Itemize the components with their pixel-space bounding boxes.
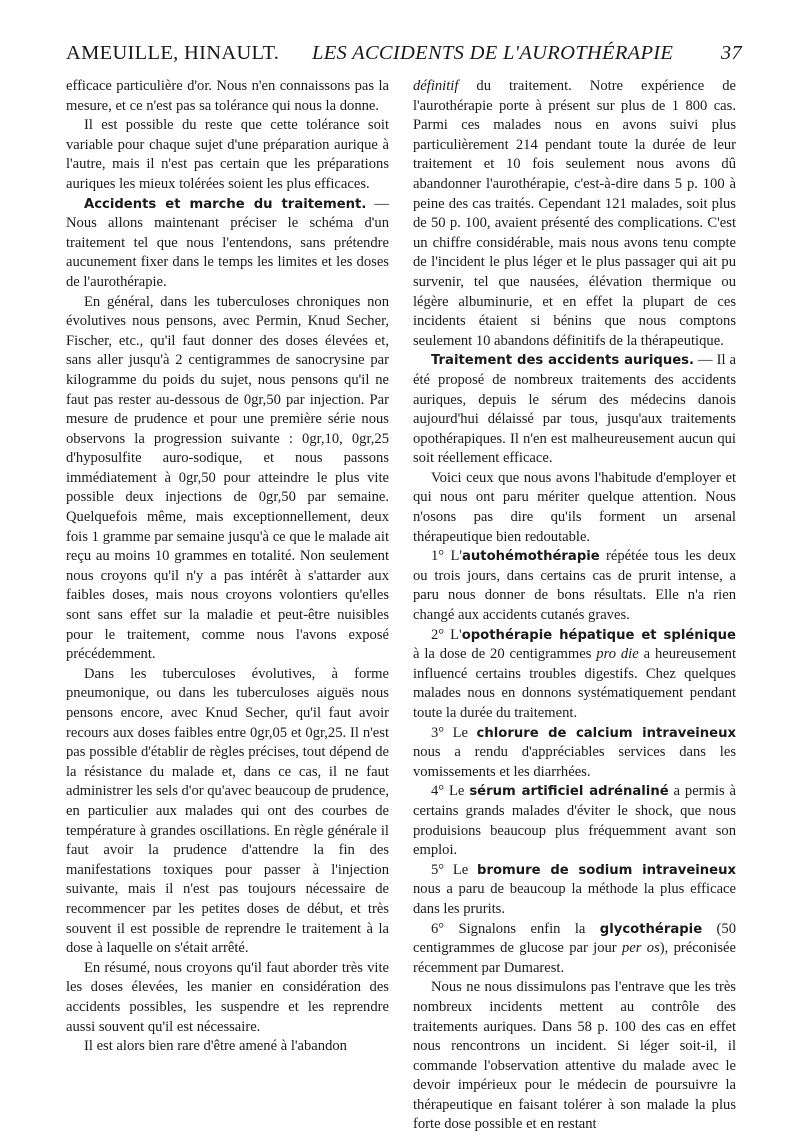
paragraph: En résumé, nous croyons qu'il faut aborder très vite les doses élevées, les manier en considération des accidents possibles, les suspendre et les reprendre aussi souvent qu'il est nécessaire. <box>66 959 389 1035</box>
paragraph: Dans les tuberculoses évolutives, à forme pneumonique, ou dans les tuberculoses aiguës nous pensons encore, avec Knud Secher, qu'il faut avoir recours aux doses faibles entre 0gr,05 et 0gr,25. Il n'est pas possible d'établir de règles précises, tout dépend de la résistance du malade et, dans ce cas, il ne faut administrer les sels d'or qu'avec beaucoup de prudence, en particulier aux malades qui ont des courbes de température à grandes oscillations. En règle générale il faut avoir la prudence d'attendre la fin des manifestations toxiques pour passer à l'injection suivante, mais il n'est pas toujours nécessaire de recommencer par les petites doses de début, et très souvent il est possible de reprendre le traitement à la dose à laquelle on s'était arrêté. <box>66 665 389 957</box>
item-text: (50 centigrammes de glucose par jour <box>413 920 736 957</box>
italic-text: pro die <box>596 646 639 663</box>
list-item <box>413 782 736 860</box>
item-number: 6° Signalons enfin la <box>431 920 600 937</box>
item-number: 4° Le <box>431 783 470 800</box>
item-text: nous a paru de beaucoup la méthode la plus efficace dans les prurits. <box>413 881 736 917</box>
paragraph: Il est possible du reste que cette tolérance soit variable pour chaque sujet d'une préparation aurique à l'autre, mais il n'est pas certain que les préparations auriques les mieux tolérées soient les plus efficaces. <box>66 117 389 192</box>
running-header <box>66 40 742 70</box>
section-paragraph <box>413 351 736 469</box>
item-term: chlorure de calcium intraveineux <box>476 725 737 741</box>
item-term: autohémothérapie <box>462 549 600 565</box>
italic-text: per os <box>622 940 660 957</box>
italic-text: définitif <box>413 78 459 94</box>
section-heading: Traitement des accidents auriques. <box>431 353 695 369</box>
item-term: glycothérapie <box>599 921 703 937</box>
item-number: 2° L' <box>431 626 462 643</box>
item-text: répétée tous les deux ou trois jours, dans certains cas de prurit intense, a paru nous donner de bons résultats. Elle n'a rien changé aux accidents cutanés graves. <box>413 548 737 624</box>
header-authors: AMEUILLE, HINAULT. <box>66 42 280 64</box>
left-column <box>66 77 389 1057</box>
item-text: a permis à certains grands malades d'éviter le shock, que nous produisions beaucoup plus fréquemment avant son emploi. <box>413 783 736 859</box>
item-text: a heureusement influencé certains troubles digestifs. Chez quelques malades nous en donnons systématiquement pendant toute la durée du traitement. <box>413 646 736 721</box>
paragraph-text: — Il a été proposé de nombreux traitements des accidents auriques, depuis le sérum des médecins danois aujourd'hui délaissé par tous, jusqu'aux traitements opothérapiques. Il n'en est malheureusement aucun qui soit réellement efficace. <box>413 352 736 467</box>
section-paragraph <box>66 195 389 293</box>
paragraph: En général, dans les tuberculoses chroniques non évolutives nous pensons, avec Permin, Knud Secher, Fischer, etc., qu'il faut donner des doses élevées et, sans aller jusqu'à 2 centigrammes de sanocrysine par kilogramme du poids du sujet, nous pensons qu'il ne faut pas rester au-dessous de 0gr,50 par injection. Par mesure de prudence et pour une première série nous observons la progression suivante : 0gr,10, 0gr,25 d'hyposulfite auro-sodique, et nous passons immédiatement à 0gr,50 pour atteindre le plus vite possible deux injections de 0gr,50 par semaine. Quelquefois même, mais exceptionnellement, deux fois 1 gramme par semaine jusqu'à ce que le malade ait reçu au moins 10 grammes en totalité. Non seulement nous croyons qu'il n'y a pas intérêt à s'attarder aux faibles doses, mais nous croyons volontiers qu'elles sont sans effet sur la maladie et peut-être nuisibles pour le traitement, comme nous l'avons exposé précédemment. <box>66 293 389 663</box>
list-item <box>413 861 736 920</box>
item-number: 3° Le <box>431 724 477 741</box>
item-text: à la dose de 20 centigrammes <box>413 646 597 663</box>
list-item <box>413 920 736 979</box>
item-text: ), préconisée récemment par Dumarest. <box>413 940 736 976</box>
paragraph-text: du traitement. Notre expérience de l'aurothérapie porte à présent sur plus de 1 800 cas. Parmi ces malades nous en avons suivi plus particulièrement 214 pendant toute la durée de leur traitement et 10 fois seulement nous avons dû abandonner l'aurothérapie, c'est-à-dire dans 5 p. 100 à peine des cas traités. Cependant 121 malades, soit plus de 50 p. 100, avaient présenté des complications. C'est un chiffre considérable, mais nous avons tenu compte de l'incident le plus léger et le plus passager qui ait pu survenir, tel que nausées, élévation thermique ou légère albuminurie, et en effet la plupart de ces incidents étaient si bénins que nous comptons seulement 10 abandons définitifs de la thérapeutique. <box>413 78 736 349</box>
list-item <box>413 547 736 625</box>
item-term: opothérapie hépatique et splénique <box>461 627 736 643</box>
paragraph-text: — Nous allons maintenant préciser le schéma d'un traitement tel que nous l'entendons, sans prétendre aucunement fixer dans le temps les limites et les doses de l'aurothérapie. <box>66 195 389 290</box>
item-number: 5° Le <box>431 861 478 878</box>
item-term: bromure de sodium intraveineux <box>477 862 737 878</box>
list-item <box>413 724 736 783</box>
right-column <box>413 77 736 1135</box>
page-number: 37 <box>720 42 742 64</box>
paragraph: efficace particulière d'or. Nous n'en connaissons pas la mesure, et ce n'est pas sa tolérance qui nous la donne. <box>66 78 389 114</box>
paragraph: Il est alors bien rare d'être amené à l'abandon <box>84 1038 347 1055</box>
item-text: nous a rendu d'appréciables services dans les vomissements et les diarrhées. <box>413 744 736 780</box>
item-number: 1° L' <box>431 548 462 565</box>
list-item <box>413 626 736 724</box>
paragraph: Voici ceux que nous avons l'habitude d'employer et qui nous ont paru mériter quelque attention. Nous n'osons pas dire qu'ils forment un arsenal thérapeutique bien redoutable. <box>413 469 736 545</box>
paragraph: Nous ne nous dissimulons pas l'entrave que les très nombreux incidents mettent au contrôle des traitements auriques. Dans 58 p. 100 des cas en effet nous rencontrons un incident. Si léger soit-il, il commande l'observation attentive du malade avec le devoir impérieux pour le médecin de poursuivre la thérapeutique en faisant tolérer à son malade la plus forte dose possible et en restant <box>413 979 736 1133</box>
item-term: sérum artificiel adrénaliné <box>469 784 669 800</box>
paragraph <box>413 77 736 351</box>
section-heading: Accidents et marche du traitement. <box>84 196 367 212</box>
header-title: LES ACCIDENTS DE L'AUROTHÉRAPIE <box>312 42 674 64</box>
